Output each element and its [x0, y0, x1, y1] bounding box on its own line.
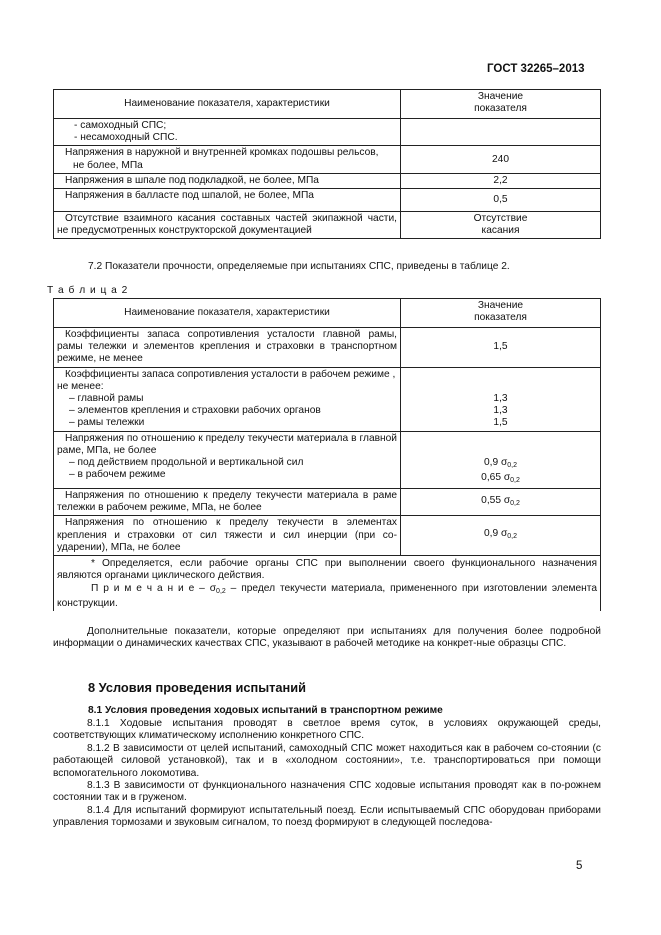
document-code: ГОСТ 32265–2013 — [487, 63, 585, 75]
value-line: 1,3 — [493, 404, 508, 416]
line: – рамы тележки — [69, 417, 145, 429]
table-row — [54, 516, 601, 556]
sub: 0,2 — [507, 461, 517, 469]
row-value: 0,5 — [401, 189, 601, 212]
table-1-col-value — [401, 90, 601, 119]
page-number: 5 — [576, 860, 583, 872]
table-row — [54, 212, 601, 239]
paragraph-8-1-1: 8.1.1 Ходовые испытания проводят в светлое время суток, в условиях окружающей среды, соответствующих климатическому исполнению конкретного СПС. — [53, 718, 601, 742]
table-row — [54, 367, 601, 431]
section-8-title: 8 Условия проведения испытаний — [88, 680, 307, 695]
row-cell: Напряжения по отношению к пределу текучести в элементах крепления и страховки от сил тяжести и сил инерции (при со-ударении), МПа, не более — [54, 516, 401, 556]
value-line — [404, 472, 597, 487]
section-8-1-title: 8.1 Условия проведения ходовых испытаний в транспортном режиме — [88, 705, 443, 716]
note-label: П р и м е ч а н и е — [91, 582, 195, 594]
row-cell — [54, 146, 401, 173]
sub: 0,2 — [510, 499, 520, 507]
col-value-line1: Значение — [477, 91, 524, 102]
table-row — [54, 489, 601, 516]
row-value — [401, 516, 601, 556]
value-line — [404, 457, 597, 472]
table-1-col-name: Наименование показателя, характеристики — [54, 90, 401, 119]
line: Отсутствие — [473, 213, 528, 225]
notes-cell — [54, 556, 601, 612]
row-cell: Напряжения в шпале под подкладкой, не более, МПа — [54, 173, 401, 188]
row-cell: Напряжения по отношению к пределу текучести материала в раме тележки в рабочем режиме, МПа, не более — [54, 489, 401, 516]
table-1 — [53, 89, 601, 239]
value-text: 0,9 σ — [483, 528, 508, 540]
table-row — [54, 119, 601, 146]
line: касания — [481, 225, 520, 237]
line: Напряжения по отношению к пределу текучести материала в главной раме, МПа, не более — [57, 432, 397, 456]
paragraph-8-1-3: 8.1.3 В зависимости от функционального назначения СПС ходовые испытания проводят как в по-рожнем состоянии так и в груженом. — [53, 780, 601, 804]
sub: 0,2 — [507, 533, 517, 541]
value-text: 0,9 σ — [483, 456, 508, 468]
row-cell: Напряжения в балласте под шпалой, не более, МПа — [54, 189, 401, 212]
row-value — [401, 119, 601, 146]
row-cell — [54, 119, 401, 146]
footnote: * Определяется, если рабочие органы СПС при выполнении своего функционального назначения являются органами циклического действия. — [57, 558, 597, 582]
row-value — [401, 489, 601, 516]
row-cell — [54, 367, 401, 431]
table-2-header-row — [54, 299, 601, 328]
table-row — [54, 146, 601, 173]
row-value — [401, 212, 601, 239]
paragraph-8-1-4: 8.1.4 Для испытаний формируют испытательный поезд. Если испытываемый СПС оборудован приборами управления тормозами и звуковым сигналом, то поезд формируют в следующей последова- — [53, 805, 601, 829]
table-2 — [53, 298, 601, 611]
row-cell: Коэффициенты запаса сопротивления усталости главной рамы, рамы тележки и элементов крепления и страховки в транспортном режиме, не менее — [54, 328, 401, 368]
value-text: 0,55 σ — [481, 494, 511, 506]
table-2-col-value — [401, 299, 601, 328]
table-1-header-row — [54, 90, 601, 119]
row-cell — [54, 431, 401, 488]
col-value-line2: показателя — [474, 312, 527, 324]
line: не менее: — [57, 380, 104, 392]
table-notes-row — [54, 556, 601, 612]
row-value: 1,5 — [401, 328, 601, 368]
paragraph-8-1-2: 8.1.2 В зависимости от целей испытаний, самоходный СПС может находиться как в рабочем со-стоянии (с работающей силовой установкой), так и в «холодном состоянии», т.е. транспортироваться при помощи вспомогательного локомотива. — [53, 743, 601, 779]
value-line: 1,5 — [493, 417, 508, 429]
row-value — [401, 431, 601, 488]
note: П р и м е ч а н и е – $\sigma_{0,2}$ – предел текучести материала, примененного при изготовлении элемента конструкции. — [57, 582, 598, 609]
line: не более, МПа — [73, 159, 143, 171]
line: – в рабочем режиме — [69, 469, 166, 481]
row-value — [401, 367, 601, 431]
line: Напряжения в наружной и внутренней кромках подошвы рельсов, — [65, 147, 379, 159]
table-row — [54, 431, 601, 488]
row-cell: Отсутствие взаимного касания составных частей экипажной части, не предусмотренных конструкторской документацией — [54, 212, 401, 239]
sub: 0,2 — [216, 587, 226, 595]
table-row — [54, 328, 601, 368]
paragraph-additional: Дополнительные показатели, которые определяют при испытаниях для получения более подробной информации о динамических качествах СПС, указывают в рабочей методике на конкрет-ные образцы СПС. — [53, 626, 601, 650]
row-value: 240 — [401, 146, 601, 173]
note-text: – предел текучести материала, примененного при изготовлении элемента конструкции. — [57, 582, 598, 609]
line: Коэффициенты запаса сопротивления усталости в рабочем режиме , — [65, 368, 396, 380]
line: – под действием продольной и вертикальной сил — [69, 457, 304, 469]
col-value-line1: Значение — [477, 300, 524, 311]
line: – элементов крепления и страховки рабочих органов — [69, 405, 321, 417]
line: - несамоходный СПС. — [74, 132, 178, 144]
sub: 0,2 — [510, 476, 520, 484]
table-row — [54, 173, 601, 188]
value-text: 0,65 σ — [481, 471, 511, 483]
line: - самоходный СПС; — [74, 120, 167, 131]
row-value: 2,2 — [401, 173, 601, 188]
table-2-col-name: Наименование показателя, характеристики — [54, 299, 401, 328]
value-line: 1,3 — [493, 392, 508, 404]
table-2-caption: Т а б л и ц а 2 — [47, 285, 129, 296]
line: – главной рамы — [69, 393, 144, 405]
paragraph-7-2: 7.2 Показатели прочности, определяемые при испытаниях СПС, приведены в таблице 2. — [88, 261, 510, 272]
col-value-line2: показателя — [474, 103, 527, 115]
note-symbol: σ — [209, 582, 217, 594]
table-row — [54, 189, 601, 212]
